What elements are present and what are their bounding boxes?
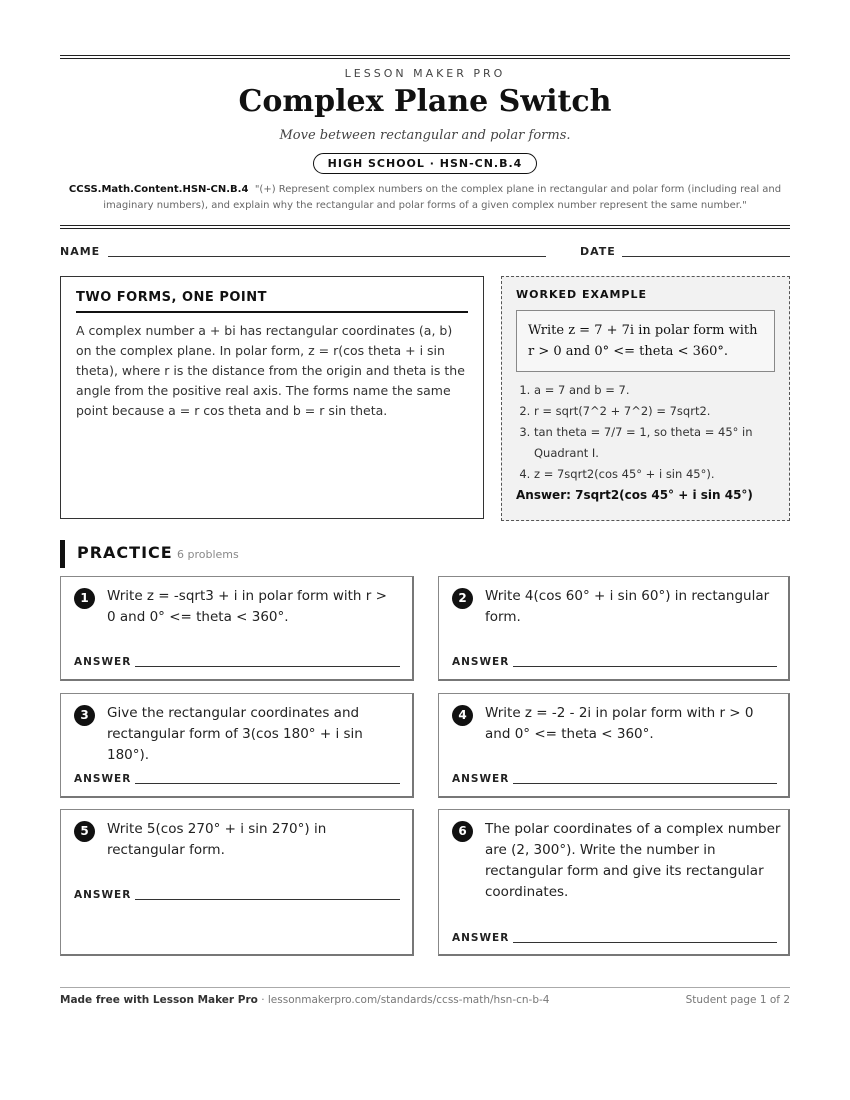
problem-text: Write 4(cos 60° + i sin 60°) in rectangular form.: [485, 588, 770, 625]
worked-example-steps: [516, 380, 775, 485]
practice-header: [60, 540, 360, 568]
footer-rule: [60, 987, 790, 988]
footer-url[interactable]: · lessonmakerpro.com/standards/ccss-math/hsn-cn-b-4: [257, 994, 550, 1006]
practice-problem-card: [438, 693, 790, 798]
problem-number: 3: [74, 705, 95, 726]
footer: [60, 994, 790, 1006]
problem-text: Give the rectangular coordinates and rectangular form of 3(cos 180° + i sin 180°).: [107, 705, 363, 763]
answer-field[interactable]: [135, 783, 400, 784]
date-field[interactable]: [622, 256, 790, 257]
worked-example-step: 2. r = sqrt(7^2 + 7^2) = 7sqrt2.: [534, 401, 775, 422]
practice-problem-card: [438, 809, 790, 956]
concept-heading: TWO FORMS, ONE POINT: [76, 290, 468, 313]
worked-example-step: 1. a = 7 and b = 7.: [534, 380, 775, 401]
worked-example-heading: WORKED EXAMPLE: [516, 288, 647, 301]
problem-text: Write z = -sqrt3 + i in polar form with r > 0 and 0° <= theta < 360°.: [107, 588, 387, 625]
page-subtitle: Move between rectangular and polar forms.: [279, 128, 571, 143]
page-title: Complex Plane Switch: [238, 84, 612, 119]
name-date-row: [60, 245, 790, 261]
header-bottom-rule: [60, 225, 790, 229]
problem-number: 5: [74, 821, 95, 842]
footer-page-number: Student page 1 of 2: [685, 994, 790, 1006]
worked-example-prompt: Write z = 7 + 7i in polar form with r > 0 and 0° <= theta < 360°.: [516, 310, 775, 372]
practice-accent-bar: [60, 540, 65, 568]
concept-box: [60, 276, 484, 519]
practice-problem-card: [60, 809, 414, 956]
problem-text: Write z = -2 - 2i in polar form with r > 0 and 0° <= theta < 360°.: [485, 705, 754, 742]
practice-problem-card: [438, 576, 790, 681]
answer-field[interactable]: [513, 783, 777, 784]
practice-problem-card: [60, 693, 414, 798]
practice-count: 6 problems: [177, 548, 239, 561]
answer-field[interactable]: [513, 666, 777, 667]
footer-made-with: Made free with Lesson Maker Pro: [60, 994, 258, 1006]
answer-field[interactable]: [135, 899, 400, 900]
brand-name: LESSON MAKER PRO: [344, 67, 506, 80]
standard-description: [60, 182, 790, 214]
name-field[interactable]: [108, 256, 546, 257]
problem-number: 1: [74, 588, 95, 609]
date-label: DATE: [580, 245, 616, 258]
answer-label: ANSWER: [452, 656, 510, 668]
footer-credit: [60, 994, 549, 1006]
worked-example-step: 3. tan theta = 7/7 = 1, so theta = 45° in Quadrant I.: [534, 422, 775, 464]
answer-label: ANSWER: [74, 656, 132, 668]
answer-label: ANSWER: [452, 773, 510, 785]
practice-problem-card: [60, 576, 414, 681]
problem-number: 4: [452, 705, 473, 726]
practice-label: PRACTICE: [77, 543, 173, 562]
answer-label: ANSWER: [74, 889, 132, 901]
answer-field[interactable]: [513, 942, 777, 943]
answer-label: ANSWER: [452, 932, 510, 944]
problem-number: 2: [452, 588, 473, 609]
problem-text: The polar coordinates of a complex number are (2, 300°). Write the number in rectangular form and give its rectangular coordinates.: [485, 821, 781, 900]
standard-text: "(+) Represent complex numbers on the complex plane in rectangular and polar form (including real and imaginary numbers), and explain why the rectangular and polar forms of a given complex number represent the same number.": [103, 184, 782, 211]
name-label: NAME: [60, 245, 101, 258]
problem-text: Write 5(cos 270° + i sin 270°) in rectangular form.: [107, 821, 327, 858]
grade-standard-badge: HIGH SCHOOL · HSN-CN.B.4: [313, 153, 538, 174]
worked-example-step: 4. z = 7sqrt2(cos 45° + i sin 45°).: [534, 464, 775, 485]
answer-field[interactable]: [135, 666, 400, 667]
worked-example-box: [501, 276, 790, 521]
concept-body: A complex number a + bi has rectangular coordinates (a, b) on the complex plane. In polar form, z = r(cos theta + i sin theta), where r is the distance from the origin and theta is the angle from the positive real axis. The forms name the same point because a = r cos theta and b = r sin theta.: [76, 323, 465, 418]
header-top-rule: [60, 55, 790, 59]
standard-code: CCSS.Math.Content.HSN-CN.B.4: [68, 184, 249, 195]
worked-example-answer: Answer: 7sqrt2(cos 45° + i sin 45°): [516, 488, 753, 502]
problem-number: 6: [452, 821, 473, 842]
answer-label: ANSWER: [74, 773, 132, 785]
